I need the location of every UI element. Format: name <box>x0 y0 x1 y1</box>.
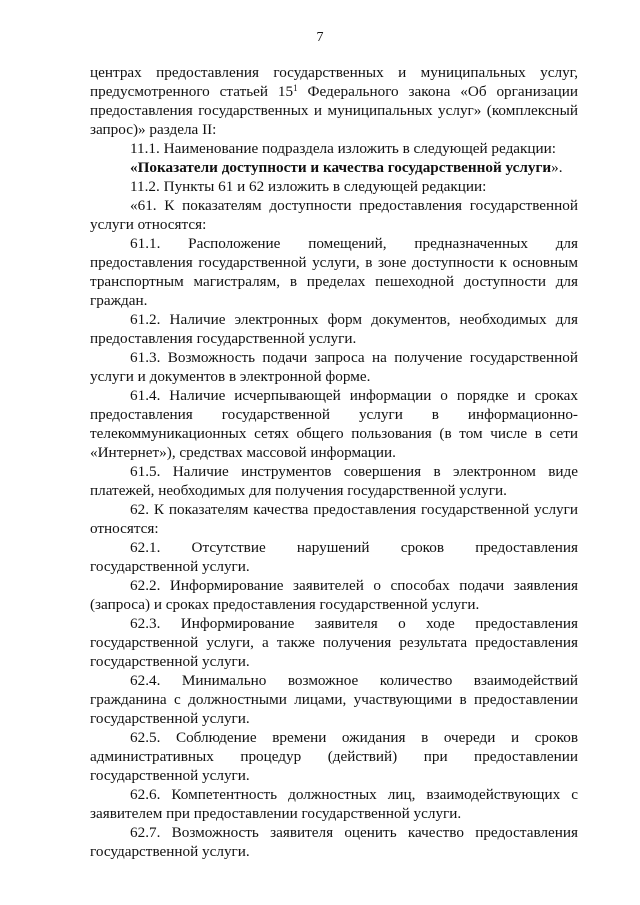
heading-tail: ». <box>551 159 563 176</box>
paragraph-62: 62. К показателям качества предоставления государственной услуги относятся: <box>90 501 578 537</box>
intro-paragraph <box>90 63 578 139</box>
paragraph-61-2: 61.2. Наличие электронных форм документов, необходимых для предоставления государственной услуги. <box>90 311 578 347</box>
paragraph-62-7: 62.7. Возможность заявителя оценить качество предоставления государственной услуги. <box>90 824 578 860</box>
intro-text-end: Федерального закона «Об организации предоставления государственных и муниципальных услуг» (комплексный запрос)» раздела II: <box>90 83 578 138</box>
article-superscript: 1 <box>293 83 298 93</box>
heading-text: «Показатели доступности и качества государственной услуги <box>130 159 552 176</box>
paragraph-11-1: 11.1. Наименование подраздела изложить в следующей редакции: <box>130 140 557 157</box>
document-body <box>90 63 578 861</box>
paragraph-62-5: 62.5. Соблюдение времени ожидания в очереди и сроков административных процедур (действий) при предоставлении государственной услуги. <box>90 729 578 784</box>
page-number: 7 <box>316 30 324 45</box>
paragraph-62-1: 62.1. Отсутствие нарушений сроков предоставления государственной услуги. <box>90 539 578 575</box>
paragraph-61-4: 61.4. Наличие исчерпывающей информации о порядке и сроках предоставления государственной услуги в информационно-телекоммуникационных сетях общего пользования (в том числе в сети «Интернет»), средствах массовой информации. <box>90 387 578 461</box>
paragraph-62-3: 62.3. Информирование заявителя о ходе предоставления государственной услуги, а также получения результата предоставления государственной услуги. <box>90 615 578 670</box>
paragraph-61: «61. К показателям доступности предоставления государственной услуги относятся: <box>90 197 578 233</box>
paragraph-61-5: 61.5. Наличие инструментов совершения в электронном виде платежей, необходимых для получения государственной услуги. <box>90 463 578 499</box>
paragraph-61-3: 61.3. Возможность подачи запроса на получение государственной услуги и документов в электронной форме. <box>90 349 578 385</box>
paragraph-62-4: 62.4. Минимально возможное количество взаимодействий гражданина с должностными лицами, участвующими в предоставлении государственной услуги. <box>90 672 578 727</box>
paragraph-11-2: 11.2. Пункты 61 и 62 изложить в следующей редакции: <box>130 178 487 195</box>
paragraph-62-2: 62.2. Информирование заявителей о способах подачи заявления (запроса) и сроках предоставления государственной услуги. <box>90 577 578 613</box>
subsection-heading <box>90 158 578 177</box>
paragraph-61-1: 61.1. Расположение помещений, предназначенных для предоставления государственной услуги, в зоне доступности к основным транспортным магистралям, в пределах пешеходной доступности для граждан. <box>90 235 578 309</box>
intro-text-start: центрах предоставления государственных и муниципальных услуг, предусмотренного статьей 15 <box>90 64 578 100</box>
paragraph-62-6: 62.6. Компетентность должностных лиц, взаимодействующих с заявителем при предоставлении государственной услуги. <box>90 786 578 822</box>
